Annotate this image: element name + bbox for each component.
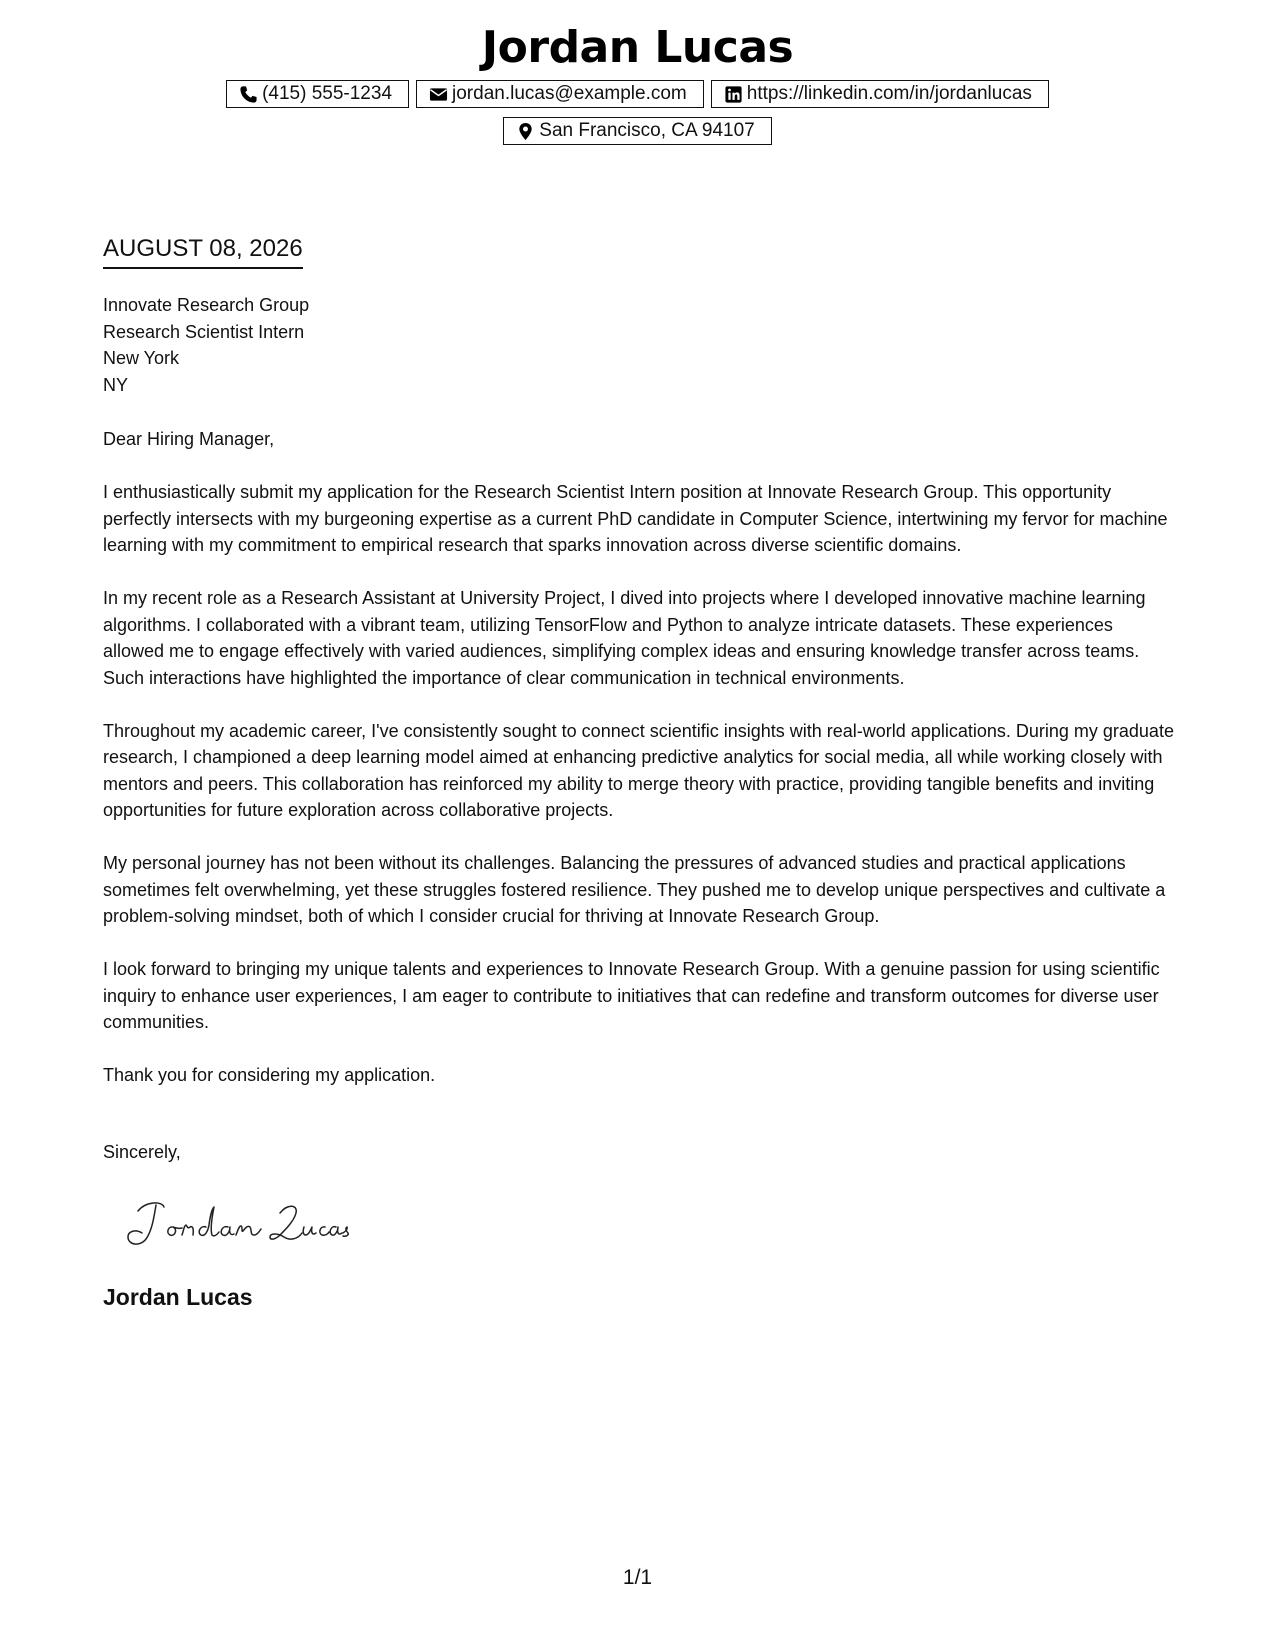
closing: Sincerely, — [103, 1142, 181, 1162]
page-indicator: 1/1 — [622, 1566, 653, 1589]
recipient-block — [103, 292, 309, 398]
email-text: jordan.lucas@example.com — [452, 83, 687, 104]
email-chip — [416, 80, 704, 108]
letter-date: AUGUST 08, 2026 — [103, 234, 303, 269]
phone-icon — [239, 85, 258, 104]
recipient-state: NY — [103, 374, 129, 395]
linkedin-icon — [724, 85, 743, 104]
applicant-name-heading: Jordan Lucas — [481, 22, 794, 73]
body-paragraph: In my recent role as a Research Assistant at University Project, I dived into projects where I developed innovative machine learning algorithms. I collaborated with a vibrant team, utilizing TensorFlow and Python to analyze intricate datasets. These experiences allowed me to engage effectively with varied audiences, simplifying complex ideas and ensuring knowledge transfer across teams. Such interactions have highlighted the importance of clear communication in technical environments. — [103, 588, 1146, 688]
location-text: San Francisco, CA 94107 — [539, 120, 755, 141]
location-chip — [503, 117, 771, 145]
body-paragraph: Thank you for considering my application. — [103, 1065, 436, 1085]
letter-body — [103, 426, 1178, 1115]
contact-row-primary — [0, 80, 1275, 108]
body-paragraph: I look forward to bringing my unique talents and experiences to Innovate Research Group. With a genuine passion for using scientific inquiry to enhance user experiences, I am eager to contribute to initiatives that can redefine and transform outcomes for diverse user communities. — [103, 959, 1160, 1032]
handwritten-signature — [120, 1195, 350, 1255]
recipient-city: New York — [103, 348, 180, 368]
salutation: Dear Hiring Manager, — [103, 429, 275, 449]
body-paragraph: I enthusiastically submit my application for the Research Scientist Intern position at Innovate Research Group. This opportunity perfectly intersects with my burgeoning expertise as a current PhD candidate in Computer Science, intertwining my fervor for machine learning with my commitment to empirical research that sparks innovation across diverse scientific domains. — [103, 482, 1168, 555]
linkedin-text: https://linkedin.com/in/jordanlucas — [746, 83, 1032, 104]
envelope-icon — [429, 85, 448, 104]
contact-row-secondary — [0, 117, 1275, 145]
body-paragraph: My personal journey has not been without its challenges. Balancing the pressures of advanced studies and practical applications sometimes felt overwhelming, yet these struggles fostered resilience. They pushed me to develop unique perspectives and cultivate a problem-solving mindset, both of which I consider crucial for thriving at Innovate Research Group. — [103, 853, 1166, 926]
recipient-company: Innovate Research Group — [103, 295, 310, 315]
map-pin-icon — [516, 122, 535, 141]
linkedin-chip — [711, 80, 1049, 108]
signer-name: Jordan Lucas — [103, 1284, 253, 1310]
phone-text: (415) 555-1234 — [262, 83, 393, 104]
phone-chip — [226, 80, 409, 108]
recipient-position: Research Scientist Intern — [103, 321, 305, 342]
body-paragraph: Throughout my academic career, I've consistently sought to connect scientific insights with real-world applications. During my graduate research, I championed a deep learning model aimed at enhancing predictive analytics for social media, all while working closely with mentors and peers. This collaboration has reinforced my ability to merge theory with practice, providing tangible benefits and inviting opportunities for future exploration across collaborative projects. — [103, 720, 1174, 820]
